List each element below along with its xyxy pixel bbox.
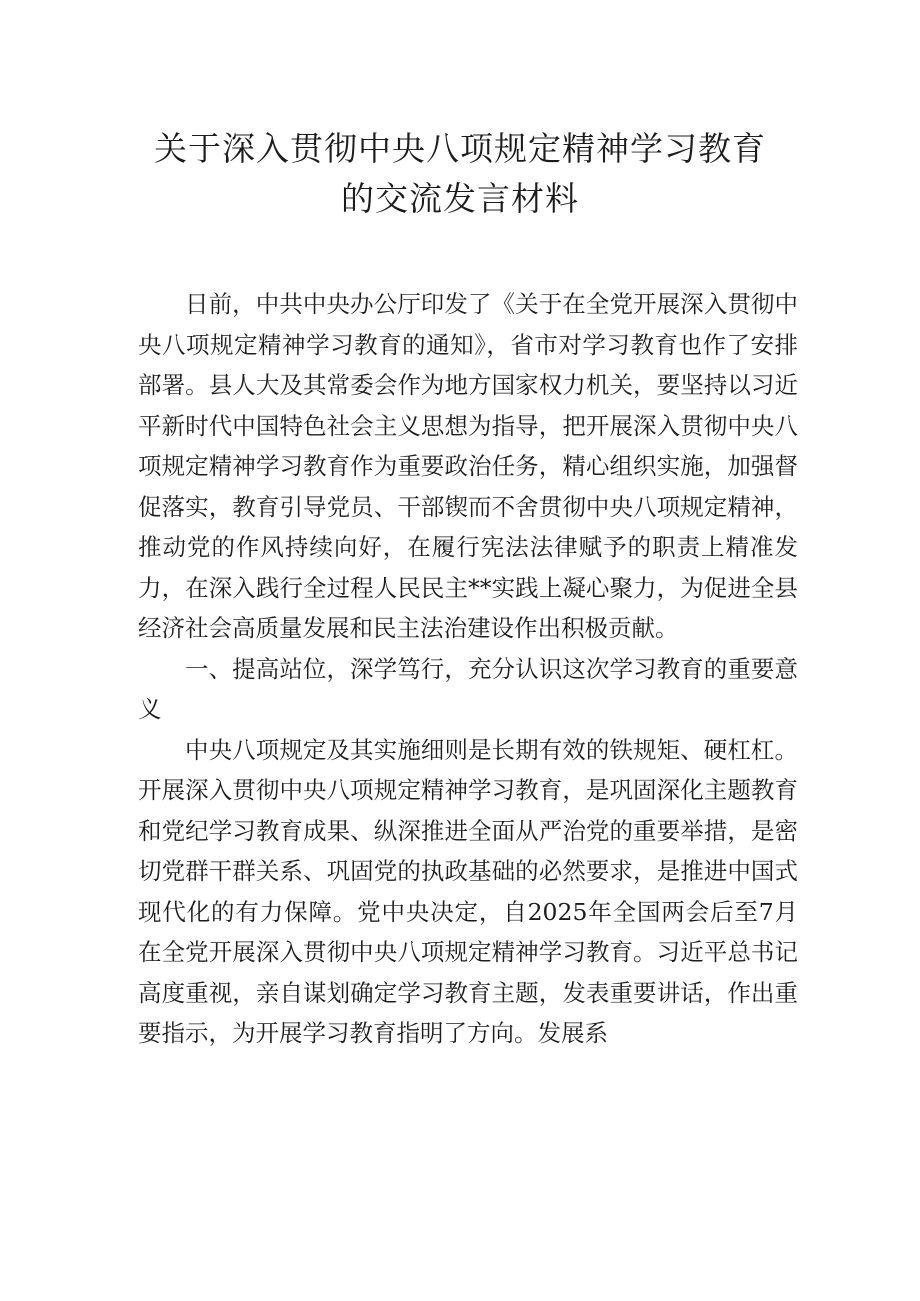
document-body: [138, 284, 798, 1054]
document-title-line2: 的交流发言材料: [341, 179, 579, 218]
paragraph-section-1: 中央八项规定及其实施细则是长期有效的铁规矩、硬杠杠。开展深入贯彻中央八项规定精神学习教育，是巩固深化主题教育和党纪学习教育成果、纵深推进全面从严治党的重要举措，是密切党群干群关系、巩固党的执政基础的必然要求，是推进中国式现代化的有力保障。党中央决定，自2025年全国两会后至7月在全党开展深入贯彻中央八项规定精神学习教育。习近平总书记高度重视，亲自谋划确定学习教育主题，发表重要讲话，作出重要指示，为开展学习教育指明了方向。发展系: [138, 735, 798, 1047]
document-title-line1: 关于深入贯彻中央八项规定精神学习教育: [154, 129, 766, 168]
section-heading-1: 一、提高站位，深学笃行，充分认识这次学习教育的重要意义: [138, 654, 798, 723]
paragraph-intro: 日前，中共中央办公厅印发了《关于在全党开展深入贯彻中央八项规定精神学习教育的通知》，省市对学习教育也作了安排部署。县人大及其常委会作为地方国家权力机关，要坚持以习近平新时代中国特色社会主义思想为指导，把开展深入贯彻中央八项规定精神学习教育作为重要政治任务，精心组织实施，加强督促落实，教育引导党员、干部锲而不舍贯彻中央八项规定精神，推动党的作风持续向好，在履行宪法法律赋予的职责上精准发力，在深入践行全过程人民民主**实践上凝心聚力，为促进全县经济社会高质量发展和民主法治建设作出积极贡献。: [138, 290, 798, 642]
